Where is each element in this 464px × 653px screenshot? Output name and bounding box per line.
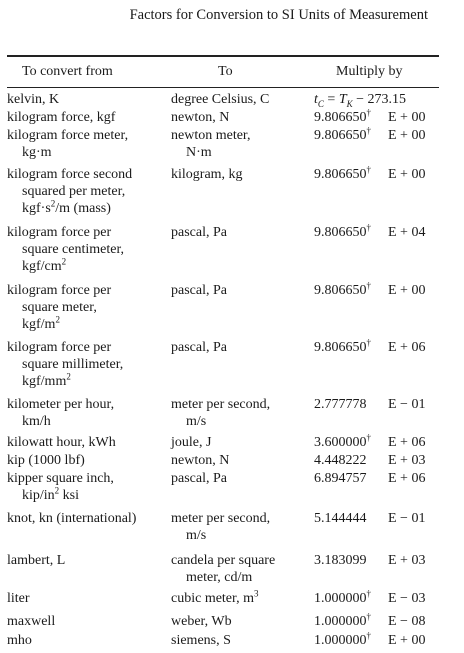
to-line: weber, Wb — [171, 614, 232, 629]
table-title: Factors for Conversion to SI Units of Measurement — [129, 7, 428, 23]
factor-exponent: E + 04 — [388, 225, 426, 240]
cell-to — [171, 632, 311, 649]
factor-mantissa: 9.806650† — [314, 280, 371, 298]
cell-convert-from — [7, 552, 167, 569]
factor-exponent: E + 00 — [388, 110, 426, 125]
top-rule — [7, 55, 439, 57]
cell-convert-from — [7, 434, 167, 451]
cell-to — [171, 282, 311, 299]
to-line: N·m — [186, 145, 212, 160]
to-line: pascal, Pa — [171, 283, 227, 298]
factor-mantissa: 5.144444 — [314, 511, 367, 526]
to-line: candela per square — [171, 553, 276, 568]
factor-mantissa: 9.806650† — [314, 164, 371, 182]
cell-multiply-by — [314, 434, 444, 451]
cell-multiply-by — [314, 552, 444, 569]
to-line: newton meter, — [171, 128, 251, 143]
cell-convert-from — [7, 510, 167, 527]
convert-from-line: kilogram force meter, — [7, 128, 129, 143]
exact-dagger: † — [366, 222, 371, 233]
cell-convert-from — [7, 127, 167, 161]
cell-convert-from — [7, 590, 167, 607]
convert-from-line: kipper square inch, — [7, 471, 114, 486]
cell-convert-from — [7, 613, 167, 630]
cell-multiply-by — [314, 510, 444, 527]
factor-exponent: E + 06 — [388, 471, 426, 486]
cell-multiply-by — [314, 470, 444, 487]
convert-from-line: $kgf\cdot s^2/m$ (mass) — [22, 198, 111, 216]
cell-to — [171, 590, 311, 607]
factor-mantissa: 9.806650† — [314, 107, 371, 125]
cell-to — [171, 166, 311, 183]
factor-mantissa: 3.183099 — [314, 553, 367, 568]
cell-to — [171, 339, 311, 356]
cell-multiply-by — [314, 613, 444, 630]
convert-from-line: kilogram force per — [7, 225, 112, 240]
cell-to — [171, 434, 311, 451]
convert-from-line: squared per meter, — [22, 184, 126, 199]
to-line: newton, N — [171, 453, 230, 468]
convert-from-line: maxwell — [7, 614, 56, 629]
to-line: kilogram, kg — [171, 167, 243, 182]
to-line: cubic meter, $m^3$ — [171, 588, 259, 606]
exact-dagger: † — [366, 164, 371, 175]
factor-exponent: E − 01 — [388, 511, 426, 526]
factor-exponent: E − 01 — [388, 397, 426, 412]
convert-from-line: kilogram force per — [7, 340, 112, 355]
exact-dagger: † — [366, 588, 371, 599]
factor-mantissa: 1.000000† — [314, 588, 371, 606]
exact-dagger: † — [366, 630, 371, 641]
factor-exponent: E + 00 — [388, 167, 426, 182]
convert-from-line: kip/$in^2$ ksi — [22, 485, 80, 503]
convert-from-line: km/h — [22, 414, 51, 429]
cell-multiply-by — [314, 339, 444, 356]
exact-dagger: † — [366, 611, 371, 622]
factor-mantissa: 2.777778 — [314, 397, 367, 412]
exact-dagger: † — [366, 125, 371, 136]
cell-to — [171, 91, 311, 108]
factor-mantissa: 4.448222 — [314, 453, 367, 468]
cell-multiply-by — [314, 166, 444, 183]
cell-to — [171, 396, 311, 430]
header-from: To convert from — [22, 64, 113, 79]
header-multiply: Multiply by — [336, 64, 403, 79]
convert-from-line: kilogram force second — [7, 167, 133, 182]
factor-exponent: E + 03 — [388, 453, 426, 468]
cell-to — [171, 109, 311, 126]
to-line: joule, J — [171, 435, 212, 450]
cell-convert-from — [7, 470, 167, 504]
to-line: degree Celsius, C — [171, 92, 270, 107]
convert-from-line: knot, kn (international) — [7, 511, 137, 526]
cell-to — [171, 613, 311, 630]
to-line: siemens, S — [171, 633, 231, 648]
cell-convert-from — [7, 339, 167, 390]
cell-multiply-by — [314, 452, 444, 469]
convert-from-line: lambert, L — [7, 553, 66, 568]
exact-dagger: † — [366, 107, 371, 118]
factor-exponent: E + 03 — [388, 553, 426, 568]
convert-from-line: kilogram force per — [7, 283, 112, 298]
convert-from-line: kilometer per hour, — [7, 397, 115, 412]
factor-exponent: E + 06 — [388, 435, 426, 450]
convert-from-line: square meter, — [22, 300, 97, 315]
factor-mantissa: 1.000000† — [314, 630, 371, 648]
cell-multiply-by — [314, 396, 444, 413]
cell-convert-from — [7, 282, 167, 333]
factor-exponent: E − 08 — [388, 614, 426, 629]
cell-to — [171, 127, 311, 161]
factor-mantissa: 6.894757 — [314, 471, 367, 486]
convert-from-line: kip (1000 lbf) — [7, 453, 85, 468]
factor-mantissa: 9.806650† — [314, 222, 371, 240]
cell-convert-from — [7, 109, 167, 126]
convert-from-line: liter — [7, 591, 30, 606]
cell-multiply-by — [314, 127, 444, 144]
to-line: meter per second, — [171, 511, 271, 526]
cell-multiply-by — [314, 282, 444, 299]
factor-exponent: E + 00 — [388, 128, 426, 143]
convert-from-line: square centimeter, — [22, 242, 125, 257]
exact-dagger: † — [366, 280, 371, 291]
convert-from-line: kgf/$m^2$ — [22, 314, 60, 332]
cell-convert-from — [7, 396, 167, 430]
cell-convert-from — [7, 224, 167, 275]
factor-mantissa: 3.600000† — [314, 432, 371, 450]
to-line: meter per second, — [171, 397, 271, 412]
header-to: To — [218, 64, 233, 79]
to-line: pascal, Pa — [171, 340, 227, 355]
to-line: m/s — [186, 528, 207, 543]
cell-multiply-by — [314, 109, 444, 126]
cell-convert-from — [7, 452, 167, 469]
factor-mantissa: 1.000000† — [314, 611, 371, 629]
to-line: m/s — [186, 414, 207, 429]
convert-from-line: kilogram force, kgf — [7, 110, 116, 125]
header-rule — [7, 87, 439, 88]
cell-convert-from — [7, 91, 167, 108]
to-line: pascal, Pa — [171, 225, 227, 240]
cell-to — [171, 470, 311, 487]
cell-multiply-by — [314, 632, 444, 649]
exact-dagger: † — [366, 432, 371, 443]
to-line: newton, N — [171, 110, 230, 125]
convert-from-line: kelvin, K — [7, 92, 60, 107]
cell-to — [171, 510, 311, 544]
cell-to — [171, 552, 311, 586]
factor-mantissa: 9.806650† — [314, 125, 371, 143]
factor-exponent: E + 06 — [388, 340, 426, 355]
cell-to — [171, 224, 311, 241]
cell-convert-from — [7, 166, 167, 217]
cell-convert-from — [7, 632, 167, 649]
to-line: pascal, Pa — [171, 471, 227, 486]
factor-exponent: E − 03 — [388, 591, 426, 606]
cell-multiply-by — [314, 224, 444, 241]
factor-exponent: E + 00 — [388, 633, 426, 648]
factor-mantissa: 9.806650† — [314, 337, 371, 355]
factor-exponent: E + 00 — [388, 283, 426, 298]
to-line: meter, cd/m — [186, 570, 253, 585]
convert-from-line: kg·m — [22, 145, 52, 160]
exact-dagger: † — [366, 337, 371, 348]
cell-multiply-by — [314, 91, 444, 108]
cell-to — [171, 452, 311, 469]
convert-from-line: kgf/$mm^2$ — [22, 371, 71, 389]
convert-from-line: kilowatt hour, kWh — [7, 435, 116, 450]
convert-from-line: kgf/$cm^2$ — [22, 256, 67, 274]
formula: $t_C = T_K - 273.15$ — [314, 92, 407, 109]
convert-from-line: mho — [7, 633, 32, 648]
convert-from-line: square millimeter, — [22, 357, 124, 372]
cell-multiply-by — [314, 590, 444, 607]
